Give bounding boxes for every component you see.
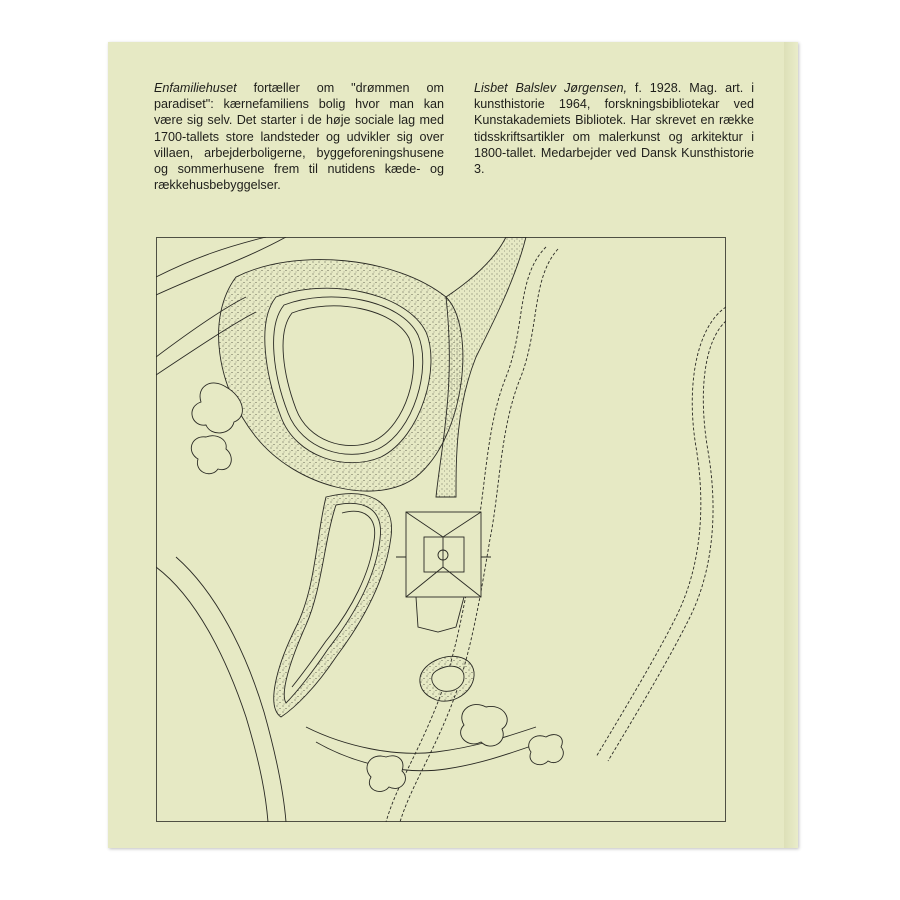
book-back-cover [108,42,798,848]
book-description-body: fortæller om "drømmen om paradiset": kærnefamiliens bolig hvor man kan være sig selv. Det starter i de høje sociale lag med 1700-tallets store landsteder og udvikler sig over villaen, arbejderboligerne, byggeforeningshusene og sommerhusene frem til nutidens kæde- og rækkehusbebyggelser. [154,81,444,193]
author-name-italic: Lisbet Balslev Jørgensen, [474,81,627,95]
book-description [154,80,444,193]
garden-plan-drawing [156,237,726,822]
book-title-italic: Enfamiliehuset [154,81,237,95]
garden-plan-illustration [156,237,726,822]
author-bio [474,80,754,177]
cover-edge [784,42,798,848]
author-bio-body: f. 1928. Mag. art. i kunsthistorie 1964, forskningsbibliotekar ved Kunstakademiets Bibliotek. Har skrevet en række tidsskriftsartikler om malerkunst og arkitektur i 1800-tallet. Medarbejder ved Dansk Kunsthistorie 3. [474,81,754,177]
